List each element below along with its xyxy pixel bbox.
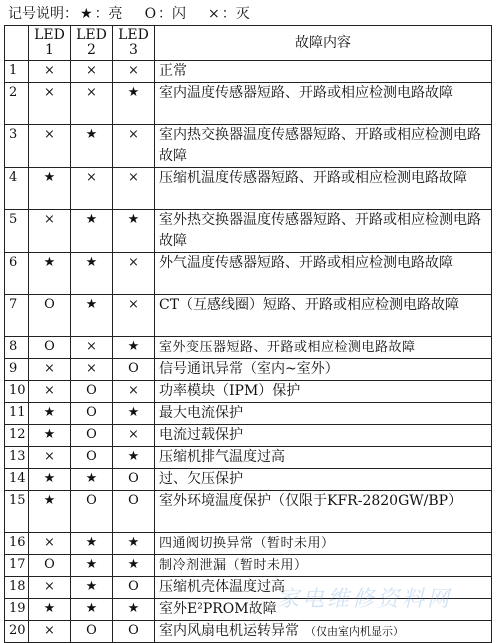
table-row (5, 425, 492, 447)
led2-state: × (71, 168, 113, 210)
table-row (5, 210, 492, 253)
table-row (5, 125, 492, 168)
led1-state: × (29, 61, 71, 83)
row-number: 18 (5, 577, 29, 599)
fault-description-text: 压缩机壳体温度过高 (159, 579, 285, 595)
fault-description-text: 压缩机排气温度过高 (159, 449, 285, 465)
fault-note: （仅由室内机显示） (305, 625, 404, 638)
fault-description (155, 621, 492, 643)
led2-state: O (71, 621, 113, 643)
fault-description (155, 253, 492, 295)
fault-description-text: 室外环境温度保护（仅限于KFR-2820GW/BP） (159, 493, 463, 509)
row-number: 14 (5, 469, 29, 491)
led1-state: × (29, 577, 71, 599)
row-number: 10 (5, 381, 29, 403)
legend-off-label: ：灭 (221, 6, 250, 22)
fault-description-text: 室外热交换器温度传感器短路、开路或相应检测电路故障 (159, 212, 481, 249)
led2-state: × (71, 61, 113, 83)
legend-on-symbol: ★ (80, 6, 93, 22)
row-number: 9 (5, 359, 29, 381)
led2-state: × (71, 337, 113, 359)
led1-state: ★ (29, 403, 71, 425)
fault-description (155, 210, 492, 253)
fault-description-text: 外气温度传感器短路、开路或相应检测电路故障 (159, 255, 453, 271)
fault-description-text: 功率模块（IPM）保护 (159, 383, 301, 399)
led1-state: × (29, 381, 71, 403)
watermark: 家电维修资料网 (276, 587, 452, 612)
led2-state: × (71, 359, 113, 381)
table-header-row (5, 26, 492, 61)
led3-state: O (113, 359, 155, 381)
led1-state: ★ (29, 491, 71, 533)
led3-state: O (113, 469, 155, 491)
row-number: 5 (5, 210, 29, 253)
fault-description (155, 447, 492, 469)
led1-state: O (29, 295, 71, 337)
row-number: 16 (5, 533, 29, 555)
fault-description (155, 599, 492, 621)
fault-description-text: 四通阀切换异常（暂时未用） (159, 536, 335, 551)
fault-code-table (4, 25, 492, 643)
led2-state: O (71, 425, 113, 447)
header-led3: LED 3 (113, 26, 155, 61)
led3-state: ★ (113, 599, 155, 621)
fault-description-text: 制冷剂泄漏（暂时未用） (159, 558, 308, 573)
led2-state: O (71, 447, 113, 469)
led3-state: ★ (113, 210, 155, 253)
legend-blink-symbol: O (144, 6, 157, 22)
led3-state: × (113, 61, 155, 83)
header-led1: LED 1 (29, 26, 71, 61)
led3-state: O (113, 577, 155, 599)
fault-description-text: 压缩机温度传感器短路、开路或相应检测电路故障 (159, 170, 467, 186)
table-row (5, 555, 492, 577)
led2-state: × (71, 83, 113, 125)
fault-description-text: 最大电流保护 (159, 405, 243, 421)
led2-state: ★ (71, 295, 113, 337)
row-number: 12 (5, 425, 29, 447)
led1-state: ★ (29, 469, 71, 491)
led3-state: O (113, 621, 155, 643)
table-row (5, 621, 492, 643)
led2-state: ★ (71, 533, 113, 555)
fault-description (155, 425, 492, 447)
table-row (5, 83, 492, 125)
fault-description (155, 381, 492, 403)
table-row (5, 469, 492, 491)
fault-description (155, 61, 492, 83)
row-number: 3 (5, 125, 29, 168)
led2-state: O (71, 381, 113, 403)
row-number: 1 (5, 61, 29, 83)
row-number: 2 (5, 83, 29, 125)
led2-state: ★ (71, 599, 113, 621)
fault-description (155, 125, 492, 168)
led3-state: × (113, 125, 155, 168)
fault-description-text: 正常 (159, 63, 187, 79)
fault-description-text: 室内风扇电机运转异常 (159, 623, 299, 639)
led1-state: ★ (29, 168, 71, 210)
table-row (5, 168, 492, 210)
led2-state: ★ (71, 469, 113, 491)
row-number: 4 (5, 168, 29, 210)
fault-description (155, 168, 492, 210)
led1-state: O (29, 555, 71, 577)
led2-state: ★ (71, 555, 113, 577)
led1-state: ★ (29, 253, 71, 295)
table-row (5, 359, 492, 381)
row-number: 15 (5, 491, 29, 533)
led3-state: ★ (113, 533, 155, 555)
led1-state: O (29, 337, 71, 359)
table-row (5, 253, 492, 295)
led1-state: × (29, 359, 71, 381)
header-index (5, 26, 29, 61)
row-number: 17 (5, 555, 29, 577)
fault-description-text: 信号通讯异常（室内~室外） (159, 361, 339, 377)
row-number: 20 (5, 621, 29, 643)
led3-state: × (113, 425, 155, 447)
led2-state: O (71, 403, 113, 425)
row-number: 7 (5, 295, 29, 337)
led3-state: ★ (113, 403, 155, 425)
row-number: 13 (5, 447, 29, 469)
fault-description (155, 555, 492, 577)
led2-state: ★ (71, 125, 113, 168)
fault-description (155, 295, 492, 337)
led1-state: × (29, 125, 71, 168)
legend-blink-label: ：闪 (158, 6, 187, 22)
fault-description-text: 室内温度传感器短路、开路或相应检测电路故障 (159, 85, 453, 101)
legend-title: 记号说明： (8, 6, 78, 22)
fault-description-text: CT（互感线圈）短路、开路或相应检测电路故障 (159, 297, 460, 313)
led3-state: ★ (113, 555, 155, 577)
fault-description-text: 电流过载保护 (159, 427, 243, 443)
legend (8, 4, 252, 24)
fault-description (155, 337, 492, 359)
led3-state: × (113, 253, 155, 295)
fault-description-text: 室外E²PROM故障 (159, 601, 277, 617)
fault-description (155, 533, 492, 555)
fault-description (155, 469, 492, 491)
led1-state: × (29, 621, 71, 643)
led3-state: ★ (113, 83, 155, 125)
led3-state: ★ (113, 447, 155, 469)
table-row (5, 447, 492, 469)
led1-state: ★ (29, 599, 71, 621)
led2-state: ★ (71, 253, 113, 295)
fault-description (155, 491, 492, 533)
led3-state: × (113, 381, 155, 403)
led3-state: ★ (113, 337, 155, 359)
row-number: 11 (5, 403, 29, 425)
led1-state: × (29, 210, 71, 253)
table-row (5, 337, 492, 359)
fault-description-text: 过、欠压保护 (159, 471, 243, 487)
led3-state: O (113, 491, 155, 533)
table-row (5, 295, 492, 337)
fault-description (155, 83, 492, 125)
led1-state: × (29, 83, 71, 125)
fault-description-text: 室内热交换器温度传感器短路、开路或相应检测电路故障 (159, 127, 481, 164)
led2-state: O (71, 491, 113, 533)
header-led2: LED 2 (71, 26, 113, 61)
fault-description-text: 室外变压器短路、开路或相应检测电路故障 (159, 340, 416, 355)
legend-on-label: ：亮 (94, 6, 123, 22)
table-row (5, 403, 492, 425)
legend-off-symbol: × (208, 6, 220, 22)
table-row (5, 491, 492, 533)
led1-state: × (29, 533, 71, 555)
led1-state: × (29, 447, 71, 469)
fault-description (155, 403, 492, 425)
led2-state: ★ (71, 577, 113, 599)
table-row (5, 533, 492, 555)
led2-state: ★ (71, 210, 113, 253)
led1-state: ★ (29, 425, 71, 447)
table-row (5, 61, 492, 83)
row-number: 19 (5, 599, 29, 621)
table-row (5, 577, 492, 599)
fault-description (155, 577, 492, 599)
row-number: 8 (5, 337, 29, 359)
led3-state: × (113, 168, 155, 210)
fault-description (155, 359, 492, 381)
header-content: 故障内容 (155, 26, 492, 61)
row-number: 6 (5, 253, 29, 295)
table-row (5, 599, 492, 621)
led3-state: × (113, 295, 155, 337)
table-row (5, 381, 492, 403)
